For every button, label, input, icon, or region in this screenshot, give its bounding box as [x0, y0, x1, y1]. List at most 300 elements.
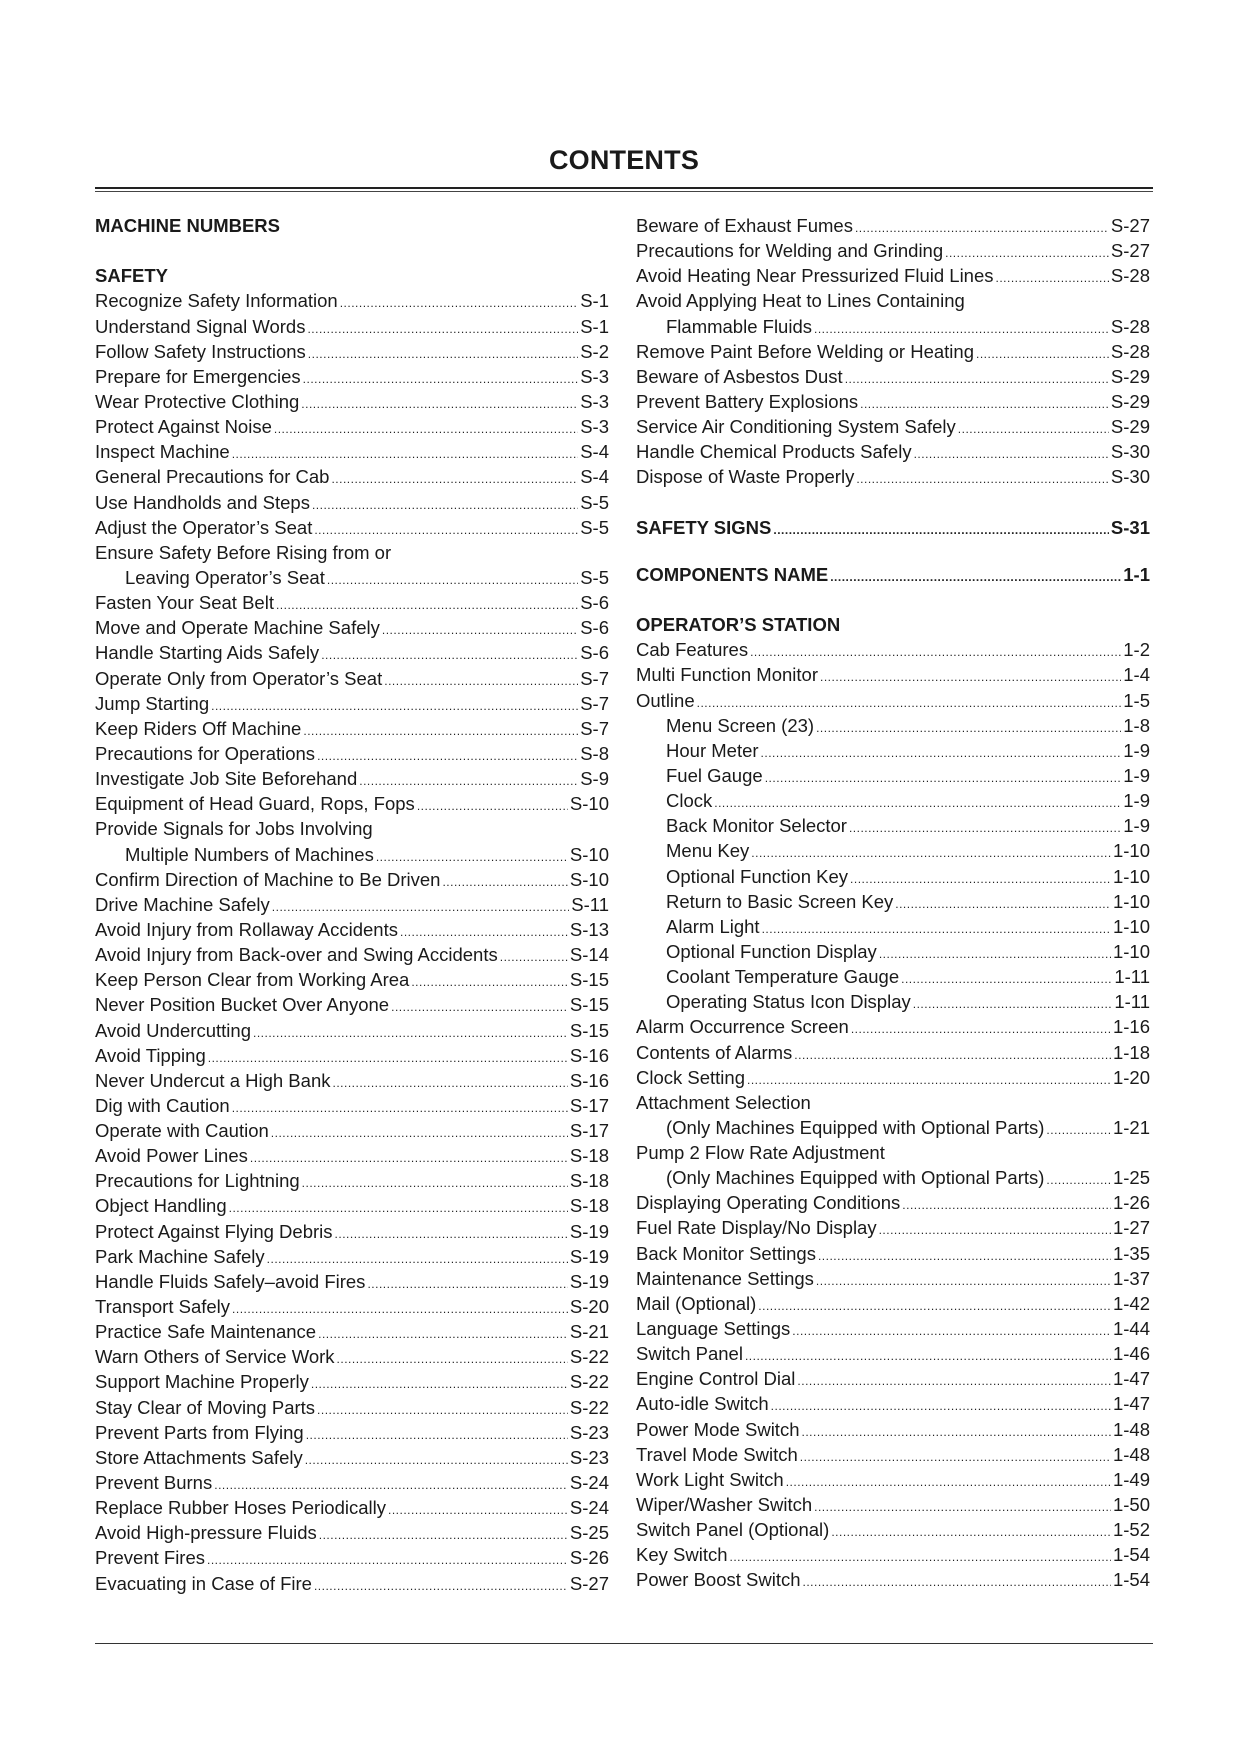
toc-entry-title: Park Machine Safely [95, 1245, 265, 1267]
toc-entry-title: Switch Panel (Optional) [636, 1519, 830, 1541]
toc-entry-page: S-5 [580, 491, 609, 513]
toc-entry-title-line: Avoid Applying Heat to Lines Containing [636, 290, 965, 312]
toc-entry-page: 1-54 [1112, 1544, 1150, 1566]
toc-entry[interactable] [95, 1420, 609, 1445]
toc-entry-page: S-15 [569, 994, 609, 1016]
toc-entry-page: S-7 [580, 667, 609, 689]
toc-entry-page: S-27 [1110, 215, 1150, 236]
toc-entry-page: S-19 [569, 1270, 609, 1292]
toc-entry[interactable] [95, 364, 609, 389]
toc-entry-page: S-30 [1110, 441, 1150, 463]
toc-entry-page: 1-9 [1123, 764, 1150, 786]
toc-entry-page: S-18 [569, 1170, 609, 1192]
toc-entry-title: Prepare for Emergencies [95, 365, 301, 387]
toc-entry[interactable] [95, 288, 609, 313]
toc-entry-title: Support Machine Properly [95, 1371, 309, 1393]
toc-entry[interactable] [95, 1495, 609, 1520]
toc-entry-title: Jump Starting [95, 692, 210, 714]
toc-entry-page: S-7 [580, 692, 609, 714]
toc-entry-title: Back Monitor Settings [636, 1242, 816, 1264]
toc-entry-title: Multi Function Monitor [636, 664, 818, 686]
toc-entry[interactable] [95, 1043, 609, 1068]
toc-entry-page: S-17 [569, 1120, 609, 1142]
toc-entry[interactable] [95, 1068, 609, 1093]
toc-entry-title: Equipment of Head Guard, Rops, Fops [95, 793, 415, 815]
toc-entry-title: Keep Riders Off Machine [95, 717, 302, 739]
toc-entry-page: S-22 [569, 1396, 609, 1418]
toc-entry-page: S-23 [569, 1421, 609, 1443]
toc-entry-page: 1-47 [1112, 1393, 1150, 1415]
toc-entry-title: Fasten Your Seat Belt [95, 592, 274, 614]
toc-entry-page: S-13 [569, 918, 609, 940]
toc-entry-title: Prevent Battery Explosions [636, 390, 859, 412]
toc-entry[interactable] [636, 1391, 1150, 1416]
toc-entry-title: Fuel Rate Display/No Display [636, 1217, 877, 1239]
toc-entry-page: S-14 [569, 944, 609, 966]
toc-entry-title: Store Attachments Safely [95, 1446, 303, 1468]
toc-entry-page: S-26 [569, 1547, 609, 1569]
toc-entry-page: 1-26 [1112, 1192, 1150, 1214]
toc-section-heading: MACHINE NUMBERS [95, 215, 280, 236]
toc-section-entry[interactable] [636, 515, 1150, 540]
toc-entry[interactable] [636, 364, 1150, 389]
toc-entry-title: Operating Status Icon Display [666, 991, 911, 1013]
toc-entry[interactable] [95, 1269, 609, 1294]
toc-entry-title: Avoid Injury from Back-over and Swing Accidents [95, 944, 498, 966]
toc-entry-page: 1-20 [1112, 1066, 1150, 1088]
toc-entry-title: Operate Only from Operator’s Seat [95, 667, 383, 689]
page-title: CONTENTS [548, 145, 700, 175]
toc-entry[interactable] [95, 1571, 609, 1596]
toc-entry-page: S-10 [569, 868, 609, 890]
toc-entry[interactable] [95, 389, 609, 414]
toc-right-column [636, 213, 1150, 1593]
toc-entry[interactable] [95, 992, 609, 1017]
toc-entry-title: Remove Paint Before Welding or Heating [636, 340, 974, 362]
toc-left-column [95, 213, 609, 1596]
toc-entry-page: 1-47 [1112, 1368, 1150, 1390]
toc-entry-page: S-17 [569, 1094, 609, 1116]
toc-entry-page: 1-37 [1112, 1267, 1150, 1289]
toc-entry-title: (Only Machines Equipped with Optional Parts) [666, 1167, 1045, 1189]
toc-entry[interactable] [636, 1467, 1150, 1492]
toc-entry-title: Protect Against Flying Debris [95, 1220, 333, 1242]
toc-entry-page: 1-21 [1112, 1116, 1150, 1138]
toc-entry-title: Practice Safe Maintenance [95, 1321, 317, 1343]
toc-entry-title: Fuel Gauge [666, 764, 763, 786]
toc-entry-page: 1-46 [1112, 1343, 1150, 1365]
toc-entry-page: S-19 [569, 1245, 609, 1267]
toc-entry[interactable] [95, 1168, 609, 1193]
toc-entry[interactable] [636, 1517, 1150, 1542]
toc-entry-title: Precautions for Lightning [95, 1170, 300, 1192]
toc-entry-page: 1-42 [1112, 1292, 1150, 1314]
toc-entry[interactable] [636, 439, 1150, 464]
toc-entry-page: 1-5 [1123, 689, 1150, 711]
toc-entry-page: 1-1 [1123, 563, 1150, 585]
toc-entry-title: Hour Meter [666, 739, 759, 761]
toc-entry[interactable] [95, 439, 609, 464]
toc-entry[interactable] [95, 1093, 609, 1118]
toc-entry-page: 1-9 [1123, 815, 1150, 837]
toc-entry[interactable] [95, 791, 609, 816]
toc-entry-title: Protect Against Noise [95, 416, 272, 438]
toc-entry-title: Leaving Operator’s Seat [125, 566, 325, 588]
toc-entry-title: Outline [636, 689, 695, 711]
toc-entry-title: Never Undercut a High Bank [95, 1069, 331, 1091]
toc-entry[interactable] [95, 590, 609, 615]
toc-section-entry[interactable] [636, 562, 1150, 587]
toc-entry[interactable] [636, 389, 1150, 414]
toc-entry-page: S-7 [580, 717, 609, 739]
toc-entry[interactable] [636, 1040, 1150, 1065]
toc-entry[interactable] [95, 1395, 609, 1420]
toc-entry[interactable] [95, 414, 609, 439]
toc-entry-page: 1-10 [1112, 915, 1150, 937]
toc-entry-title-line: Attachment Selection [636, 1091, 811, 1113]
toc-entry[interactable] [95, 691, 609, 716]
toc-entry-page: 1-48 [1112, 1418, 1150, 1440]
toc-entry-page: S-5 [580, 516, 609, 538]
toc-entry-title: Confirm Direction of Machine to Be Driven [95, 868, 441, 890]
toc-entry[interactable] [636, 1215, 1150, 1240]
toc-entry-page: 1-44 [1112, 1318, 1150, 1340]
toc-entry[interactable] [636, 889, 1150, 914]
toc-entry-page: S-18 [569, 1195, 609, 1217]
toc-entry-page: S-9 [580, 768, 609, 790]
toc-entry[interactable] [95, 1344, 609, 1369]
toc-entry[interactable] [95, 766, 609, 791]
toc-entry-title-line: Pump 2 Flow Rate Adjustment [636, 1142, 885, 1164]
toc-entry[interactable] [636, 414, 1150, 439]
toc-entry-page: 1-4 [1123, 664, 1150, 686]
toc-entry[interactable] [95, 1219, 609, 1244]
toc-entry-title: Dispose of Waste Properly [636, 466, 855, 488]
toc-entry-title: Replace Rubber Hoses Periodically [95, 1497, 387, 1519]
toc-entry[interactable] [636, 1417, 1150, 1442]
toc-entry[interactable] [636, 1241, 1150, 1266]
toc-entry-page: S-16 [569, 1044, 609, 1066]
toc-spacer [636, 490, 1150, 515]
toc-entry-title: Return to Basic Screen Key [666, 890, 894, 912]
toc-entry[interactable] [95, 892, 609, 917]
toc-entry-title: Wear Protective Clothing [95, 390, 300, 412]
toc-entry-title: Handle Fluids Safely–avoid Fires [95, 1270, 366, 1292]
toc-entry[interactable] [95, 1470, 609, 1495]
toc-entry-title: Wiper/Washer Switch [636, 1494, 813, 1516]
toc-entry-page: S-27 [569, 1572, 609, 1594]
toc-entry-page: 1-8 [1123, 714, 1150, 736]
toc-entry[interactable] [636, 688, 1150, 713]
toc-entry-page: 1-49 [1112, 1468, 1150, 1490]
toc-entry-title: Precautions for Operations [95, 742, 316, 764]
toc-entry-title: Follow Safety Instructions [95, 340, 306, 362]
toc-entry[interactable] [636, 339, 1150, 364]
toc-entry-title: Displaying Operating Conditions [636, 1192, 901, 1214]
toc-entry-page: S-22 [569, 1346, 609, 1368]
toc-entry-title: Back Monitor Selector [666, 815, 847, 837]
toc-entry-page: S-29 [1110, 390, 1150, 412]
toc-entry[interactable] [95, 741, 609, 766]
toc-entry-page: S-20 [569, 1296, 609, 1318]
toc-entry-title: Flammable Fluids [666, 315, 812, 337]
toc-entry[interactable] [95, 1294, 609, 1319]
toc-entry[interactable] [95, 967, 609, 992]
toc-entry-page: S-29 [1110, 365, 1150, 387]
toc-entry-page: S-25 [569, 1522, 609, 1544]
toc-entry[interactable] [95, 1018, 609, 1043]
toc-entry-title: Coolant Temperature Gauge [666, 966, 900, 988]
toc-entry-page: S-28 [1110, 340, 1150, 362]
toc-entry[interactable] [95, 867, 609, 892]
toc-entry-page: 1-16 [1112, 1016, 1150, 1038]
toc-entry-page: 1-10 [1112, 840, 1150, 862]
toc-entry-page: 1-11 [1114, 966, 1150, 988]
toc-entry-page: S-10 [569, 843, 609, 865]
toc-entry-title-line: Provide Signals for Jobs Involving [95, 818, 373, 840]
toc-entry-title: Service Air Conditioning System Safely [636, 416, 956, 438]
toc-entry-page: S-15 [569, 1019, 609, 1041]
toc-entry-title: Avoid High-pressure Fluids [95, 1522, 317, 1544]
toc-entry[interactable] [95, 716, 609, 741]
toc-entry-page: S-31 [1110, 516, 1150, 538]
toc-entry[interactable] [95, 917, 609, 942]
toc-entry-page: S-2 [580, 340, 609, 362]
toc-entry[interactable] [636, 1190, 1150, 1215]
toc-entry-title: (Only Machines Equipped with Optional Parts) [666, 1116, 1045, 1138]
toc-entry-title: Handle Chemical Products Safely [636, 441, 912, 463]
toc-entry-page: S-4 [580, 466, 609, 488]
toc-entry-page: 1-54 [1112, 1569, 1150, 1591]
toc-entry[interactable] [636, 964, 1150, 989]
toc-entry-title: Avoid Undercutting [95, 1019, 251, 1041]
toc-entry-page: 1-52 [1112, 1519, 1150, 1541]
toc-entry-page: S-6 [580, 592, 609, 614]
toc-entry-title: General Precautions for Cab [95, 466, 330, 488]
toc-entry-page: S-5 [580, 566, 609, 588]
toc-entry-title: Menu Key [666, 840, 750, 862]
toc-entry-title: Power Boost Switch [636, 1569, 801, 1591]
toc-entry-title: Dig with Caution [95, 1094, 230, 1116]
toc-entry-title-line: Ensure Safety Before Rising from or [95, 541, 392, 563]
toc-entry-title: Travel Mode Switch [636, 1443, 798, 1465]
toc-entry-page: S-22 [569, 1371, 609, 1393]
toc-entry[interactable] [636, 1542, 1150, 1567]
toc-entry-page: S-18 [569, 1145, 609, 1167]
toc-entry[interactable] [636, 1065, 1150, 1090]
toc-entry-title: Transport Safely [95, 1296, 231, 1318]
toc-entry-title: Recognize Safety Information [95, 290, 338, 312]
toc-entry[interactable] [636, 1291, 1150, 1316]
toc-entry-page: S-28 [1110, 265, 1150, 287]
toc-entry-title: Beware of Asbestos Dust [636, 365, 843, 387]
toc-entry-page: S-11 [571, 893, 609, 915]
toc-entry[interactable] [636, 213, 1150, 238]
toc-entry-page: S-30 [1110, 466, 1150, 488]
toc-entry-page: S-1 [580, 290, 609, 312]
toc-entry[interactable] [95, 1193, 609, 1218]
toc-entry-title: Optional Function Display [666, 940, 877, 962]
toc-entry-title: Precautions for Welding and Grinding [636, 240, 944, 262]
toc-entry-title: Work Light Switch [636, 1468, 784, 1490]
toc-entry-title: Clock Setting [636, 1066, 745, 1088]
toc-entry[interactable] [95, 490, 609, 515]
toc-entry-page: 1-35 [1112, 1242, 1150, 1264]
toc-entry-title: Multiple Numbers of Machines [125, 843, 374, 865]
toc-entry[interactable] [95, 615, 609, 640]
toc-entry[interactable] [636, 864, 1150, 889]
toc-entry[interactable] [636, 1492, 1150, 1517]
toc-entry[interactable] [95, 1244, 609, 1269]
toc-entry[interactable] [95, 339, 609, 364]
dot-leader [803, 1570, 1111, 1595]
toc-entry-page: 1-10 [1112, 865, 1150, 887]
toc-entry-page: S-27 [1110, 240, 1150, 262]
toc-entry[interactable] [636, 1442, 1150, 1467]
toc-entry[interactable] [636, 1165, 1150, 1190]
toc-entry-page: 1-27 [1112, 1217, 1150, 1239]
toc-entry-title: Avoid Tipping [95, 1044, 206, 1066]
toc-entry[interactable] [95, 842, 609, 867]
toc-entry-page: S-19 [569, 1220, 609, 1242]
toc-entry-title: Avoid Heating Near Pressurized Fluid Lines [636, 265, 994, 287]
toc-spacer [636, 587, 1150, 612]
toc-spacer [95, 238, 609, 263]
toc-entry[interactable] [636, 914, 1150, 939]
toc-entry-page: 1-48 [1112, 1443, 1150, 1465]
toc-entry-page: 1-10 [1112, 890, 1150, 912]
toc-entry-title: Alarm Light [666, 915, 760, 937]
toc-entry[interactable] [636, 1115, 1150, 1140]
toc-entry-title: Mail (Optional) [636, 1292, 757, 1314]
toc-entry[interactable] [636, 713, 1150, 738]
toc-entry[interactable] [636, 763, 1150, 788]
toc-entry-page: S-24 [569, 1472, 609, 1494]
toc-entry[interactable] [95, 1319, 609, 1344]
toc-entry-title: Optional Function Key [666, 865, 849, 887]
toc-entry[interactable] [636, 238, 1150, 263]
toc-entry-title: Contents of Alarms [636, 1041, 793, 1063]
toc-entry-title: Never Position Bucket Over Anyone [95, 994, 390, 1016]
toc-entry-title: Avoid Power Lines [95, 1145, 248, 1167]
toc-entry-page: S-6 [580, 642, 609, 664]
toc-spacer [636, 540, 1150, 562]
toc-entry-page: 1-11 [1114, 991, 1150, 1013]
toc-entry[interactable] [95, 1445, 609, 1470]
toc-entry[interactable] [95, 1520, 609, 1545]
toc-entry-page: S-3 [580, 390, 609, 412]
toc-entry[interactable] [636, 662, 1150, 687]
toc-entry-page: S-6 [580, 617, 609, 639]
toc-entry-page: S-21 [569, 1321, 609, 1343]
toc-entry-title: Language Settings [636, 1318, 791, 1340]
toc-entry-title: Beware of Exhaust Fumes [636, 215, 853, 236]
toc-entry[interactable] [636, 1316, 1150, 1341]
toc-entry[interactable] [636, 788, 1150, 813]
toc-entry[interactable] [95, 1143, 609, 1168]
toc-entry-title: Alarm Occurrence Screen [636, 1016, 849, 1038]
toc-entry[interactable] [636, 989, 1150, 1014]
toc-entry-page: S-16 [569, 1069, 609, 1091]
toc-entry-title: Prevent Burns [95, 1472, 213, 1494]
toc-entry[interactable] [636, 464, 1150, 489]
toc-entry[interactable] [636, 1341, 1150, 1366]
toc-entry-title: Switch Panel [636, 1343, 743, 1365]
toc-entry[interactable] [636, 738, 1150, 763]
toc-entry[interactable] [95, 1118, 609, 1143]
toc-entry[interactable] [636, 314, 1150, 339]
dot-leader [314, 1574, 568, 1599]
toc-entry-title: Use Handholds and Steps [95, 491, 310, 513]
toc-entry-page: 1-2 [1123, 639, 1150, 661]
toc-entry-page: S-8 [580, 742, 609, 764]
toc-entry[interactable] [95, 1369, 609, 1394]
toc-entry-page: S-1 [580, 315, 609, 337]
toc-entry[interactable] [95, 565, 609, 590]
toc-entry-page: 1-10 [1112, 940, 1150, 962]
toc-entry[interactable] [636, 1366, 1150, 1391]
toc-entry-title: Avoid Injury from Rollaway Accidents [95, 918, 398, 940]
toc-entry-page: S-4 [580, 441, 609, 463]
toc-entry-title: Power Mode Switch [636, 1418, 800, 1440]
toc-entry-page: S-28 [1110, 315, 1150, 337]
toc-entry-title: Maintenance Settings [636, 1267, 814, 1289]
toc-entry-title: Clock [666, 790, 713, 812]
toc-entry-title: Prevent Fires [95, 1547, 206, 1569]
toc-entry[interactable] [95, 640, 609, 665]
toc-entry[interactable] [95, 515, 609, 540]
toc-section-heading: OPERATOR’S STATION [636, 614, 841, 636]
toc-entry[interactable] [636, 263, 1150, 288]
toc-entry-page: 1-50 [1112, 1494, 1150, 1516]
toc-entry-page: S-24 [569, 1497, 609, 1519]
toc-section-heading: SAFETY [95, 265, 168, 287]
toc-entry[interactable] [636, 813, 1150, 838]
toc-entry-page: 1-25 [1112, 1167, 1150, 1189]
toc-entry-title: Move and Operate Machine Safely [95, 617, 380, 639]
toc-entry-page: S-29 [1110, 416, 1150, 438]
toc-entry[interactable] [636, 1266, 1150, 1291]
toc-entry-title: Investigate Job Site Beforehand [95, 768, 358, 790]
toc-entry-title: COMPONENTS NAME [636, 563, 829, 585]
title-rule [95, 187, 1153, 189]
toc-entry[interactable] [636, 838, 1150, 863]
toc-entry[interactable] [636, 1014, 1150, 1039]
toc-entry-title: Inspect Machine [95, 441, 230, 463]
toc-entry-page: 1-18 [1112, 1041, 1150, 1063]
toc-entry-title: Adjust the Operator’s Seat [95, 516, 313, 538]
toc-entry-page: S-23 [569, 1446, 609, 1468]
toc-entry-title: Cab Features [636, 639, 749, 661]
toc-entry[interactable] [636, 939, 1150, 964]
toc-entry[interactable] [636, 637, 1150, 662]
toc-entry-page: S-15 [569, 969, 609, 991]
toc-entry-page: S-10 [569, 793, 609, 815]
toc-entry[interactable] [95, 942, 609, 967]
toc-entry-title: Auto-idle Switch [636, 1393, 769, 1415]
toc-entry-page: 1-9 [1123, 739, 1150, 761]
toc-entry[interactable] [95, 314, 609, 339]
toc-entry-page: S-3 [580, 365, 609, 387]
toc-entry-title: Operate with Caution [95, 1120, 269, 1142]
toc-entry[interactable] [95, 666, 609, 691]
toc-entry-title: Warn Others of Service Work [95, 1346, 335, 1368]
toc-entry-page: 1-9 [1123, 790, 1150, 812]
toc-entry[interactable] [636, 1567, 1150, 1592]
toc-entry-title: Keep Person Clear from Working Area [95, 969, 410, 991]
toc-entry[interactable] [95, 464, 609, 489]
toc-entry[interactable] [95, 1545, 609, 1570]
